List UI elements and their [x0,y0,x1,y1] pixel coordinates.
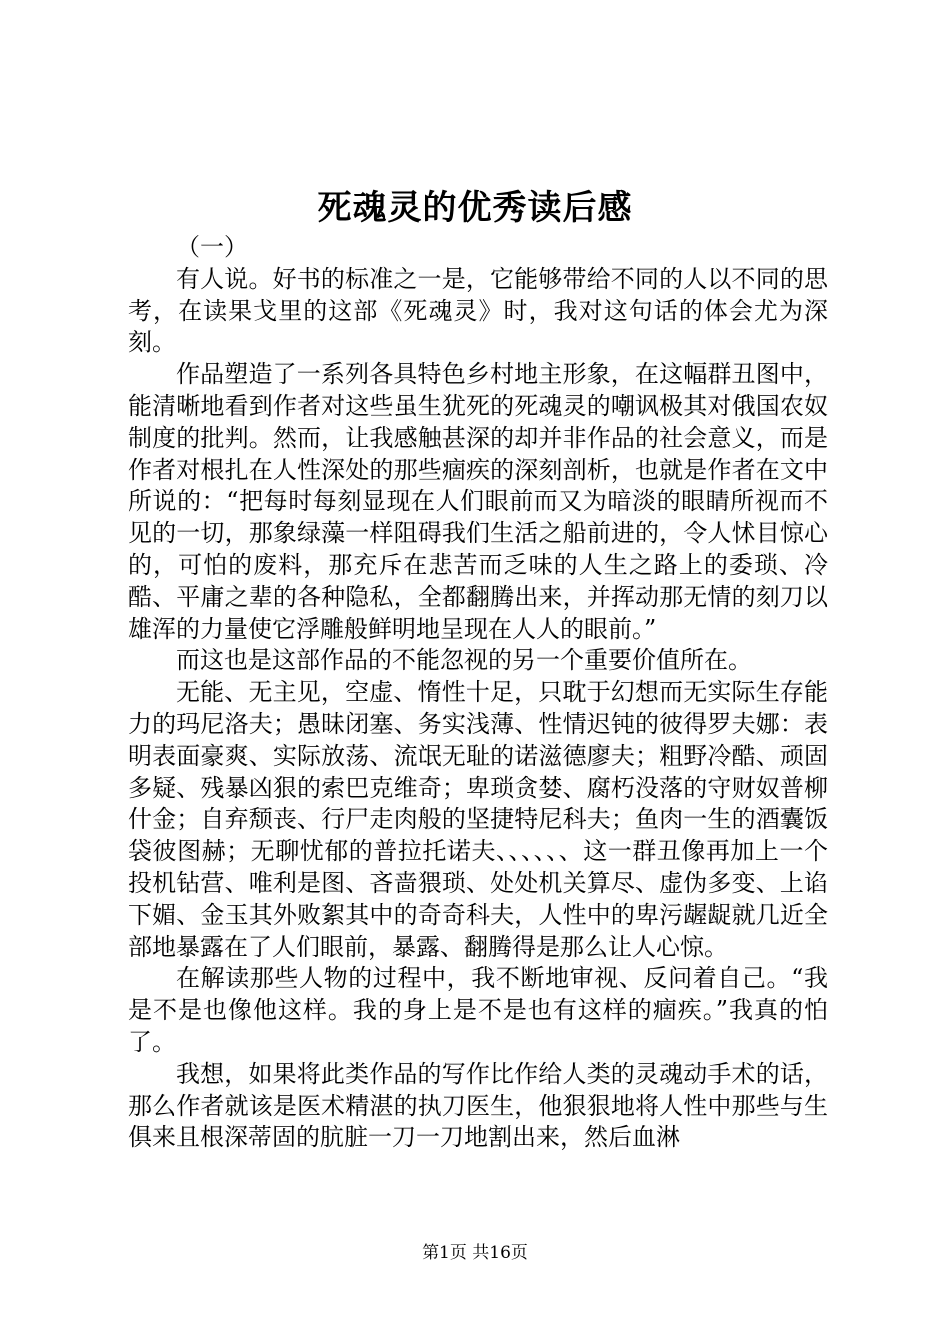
document-title: 死魂灵的优秀读后感 [317,188,633,228]
paragraph-1: 有人说。好书的标准之一是，它能够带给不同的人以不同的思考，在读果戈里的这部《死魂灵》时，我对这句话的体会尤为深刻。 [128,264,828,357]
section-label: （一） [176,233,248,261]
paragraph-6: 我想，如果将此类作品的写作比作给人类的灵魂动手术的话，那么作者就该是医术精湛的执刀医生，他狠狠地将人性中那些与生俱来且根深蒂固的肮脏一刀一刀地割出来，然后血淋 [128,1059,828,1152]
paragraph-5: 在解读那些人物的过程中，我不断地审视、反问着自己。“我是不是也像他这样。我的身上是不是也有这样的痼疾。”我真的怕了。 [128,964,828,1056]
page-footer: 第1页 共16页 [422,1243,528,1263]
paragraph-4: 无能、无主见，空虚、惰性十足，只耽于幻想而无实际生存能力的玛尼洛夫；愚昧闭塞、务实浅薄、性情迟钝的彼得罗夫娜：表明表面豪爽、实际放荡、流氓无耻的诺滋德廖夫；粗野冷酷、顽固多疑、残暴凶狠的索巴克维奇；卑琐贪婪、腐朽没落的守财奴普柳什金；自弃颓丧、行尸走肉般的坚捷特尼科夫；鱼肉一生的酒囊饭袋彼图赫；无聊忧郁的普拉托诺夫、、、、、、这一群丑像再加上一个投机钻营、唯利是图、吝啬猥琐、处处机关算尽、虚伪多变、上谄下媚、金玉其外败絮其中的奇奇科夫，人性中的卑污龌龊就几近全部地暴露在了人们眼前，暴露、翻腾得是那么让人心惊。 [128,678,828,961]
paragraph-2: 作品塑造了一系列各具特色乡村地主形象，在这幅群丑图中，能清晰地看到作者对这些虽生犹死的死魂灵的嘲讽极其对俄国农奴制度的批判。然而，让我感触甚深的却并非作品的社会意义，而是作者对根扎在人性深处的那些痼疾的深刻剖析，也就是作者在文中所说的：“把每时每刻显现在人们眼前而又为暗淡的眼睛所视而不见的一切，那象绿藻一样阻碍我们生活之船前进的，令人怵目惊心的，可怕的废料，那充斥在悲苦而乏味的人生之路上的委琐、冷酷、平庸之辈的各种隐私，全都翻腾出来，并挥动那无情的刻刀以雄浑的力量使它浮雕般鲜明地呈现在人人的眼前。” [128,360,828,643]
paragraph-3: 而这也是这部作品的不能忽视的另一个重要价值所在。 [176,646,752,675]
document-body [128,232,828,1154]
